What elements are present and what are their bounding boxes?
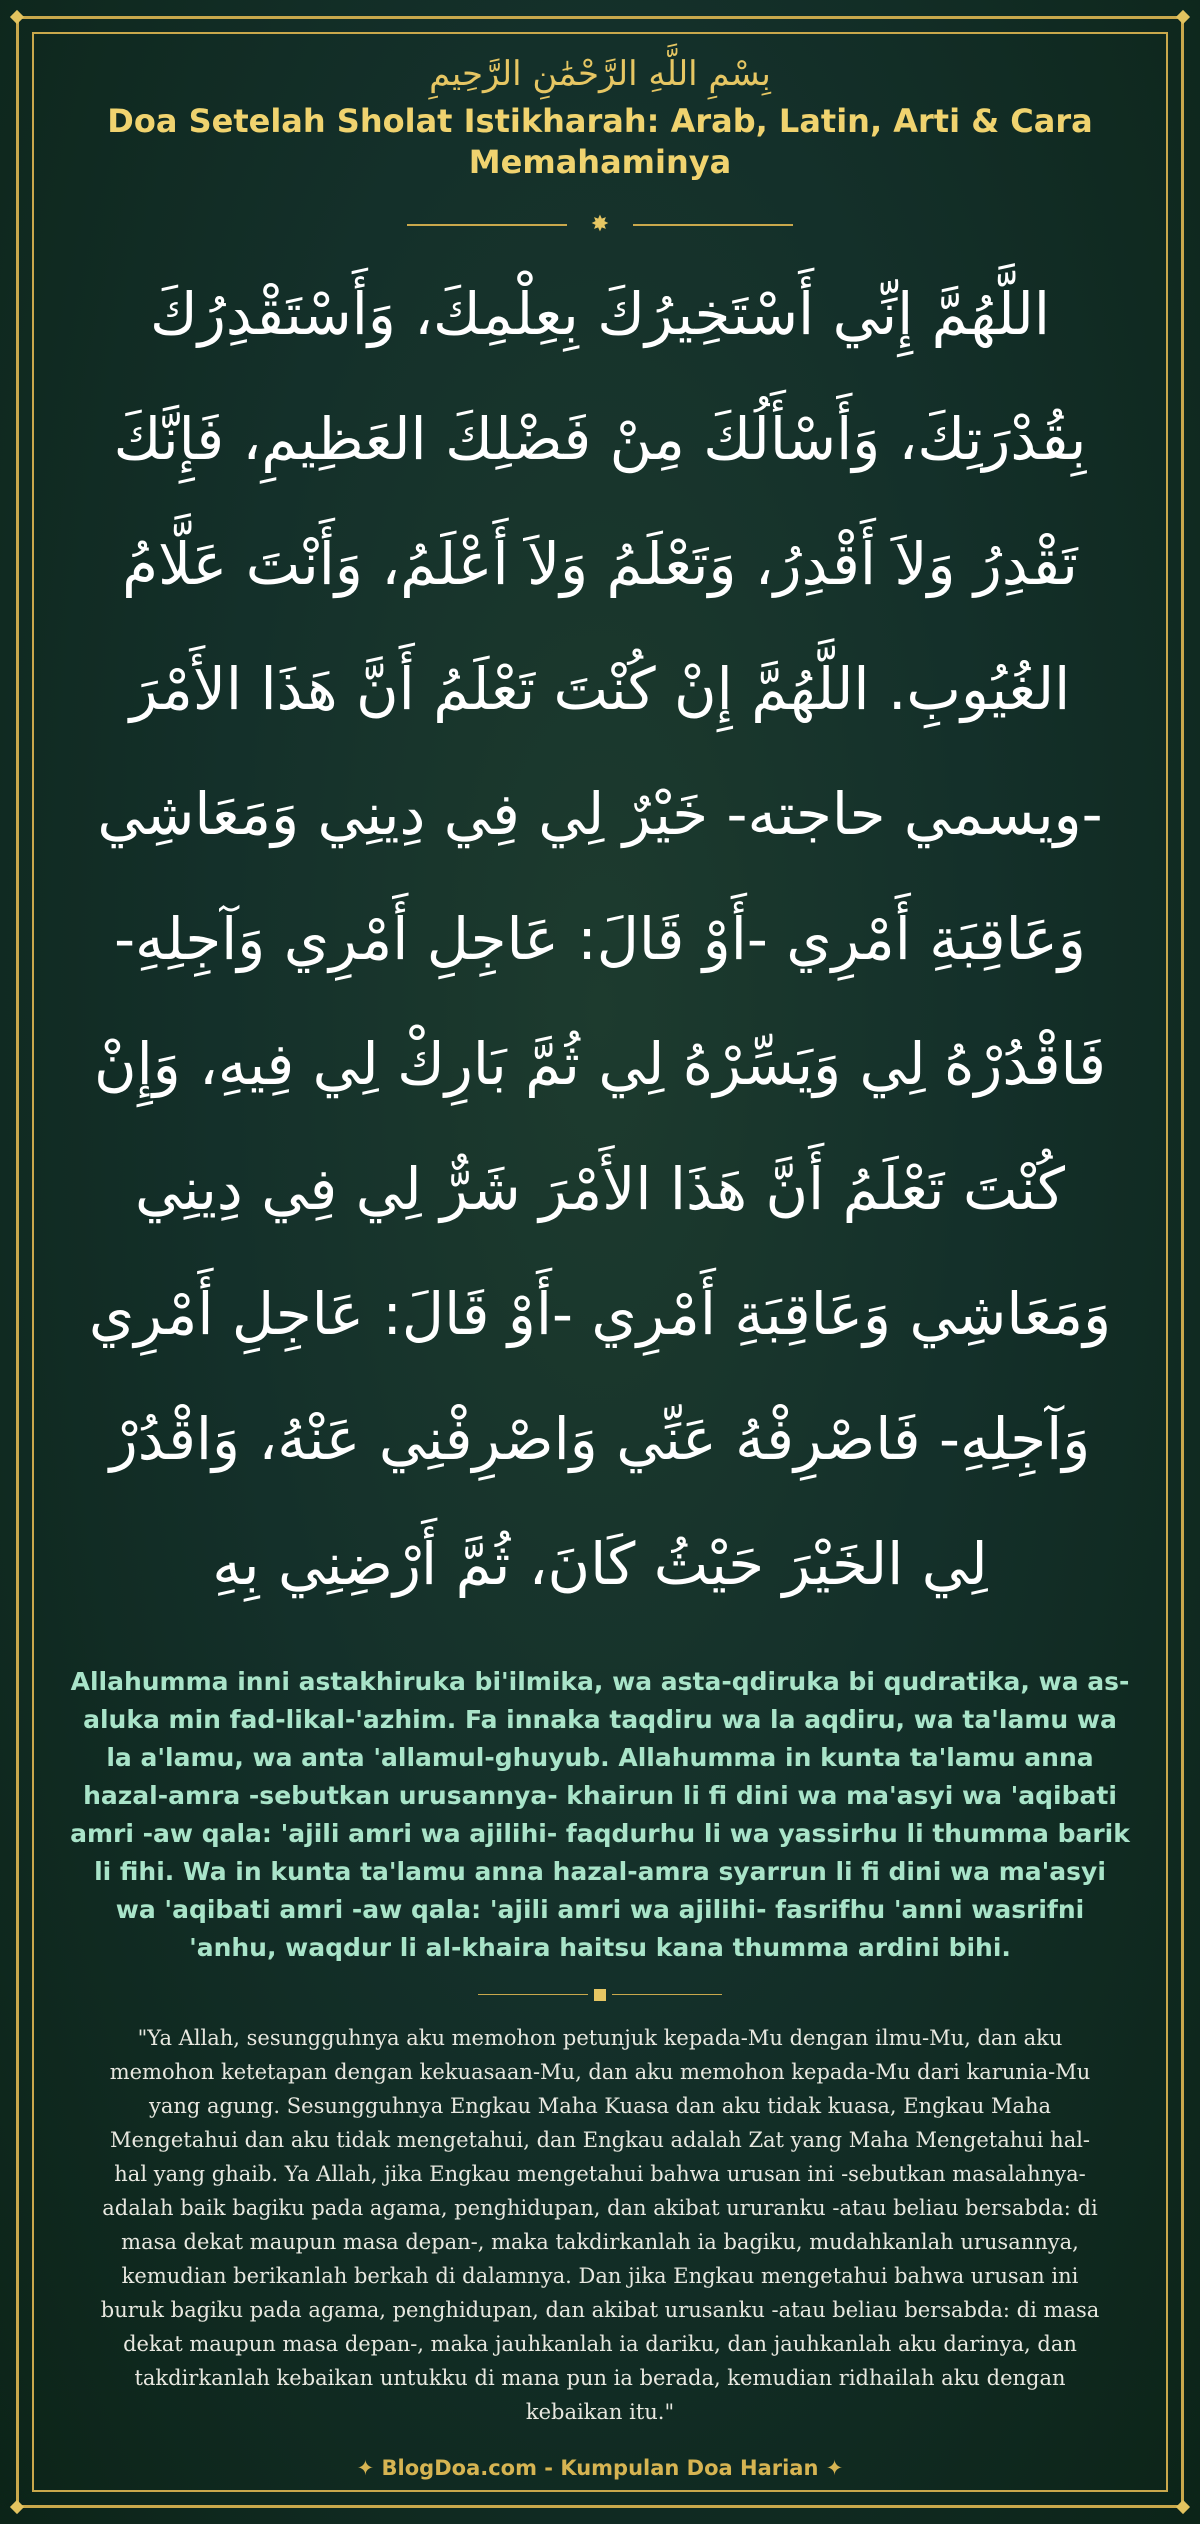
arabic-prayer-text: اللَّهُمَّ إِنِّي أَسْتَخِيرُكَ بِعِلْمِكَ، وَأَسْتَقْدِرُكَ بِقُدْرَتِكَ، وَأَسْأَلُكَ مِنْ فَضْلِكَ العَظِيمِ، فَإِنَّكَ تَقْدِرُ وَلاَ أَقْدِرُ، وَتَعْلَمُ وَلاَ أَعْلَمُ، وَأَنْتَ عَلَّامُ الغُيُوبِ. اللَّهُمَّ إِنْ كُنْتَ تَعْلَمُ أَنَّ هَذَا الأَمْرَ -ويسمي حاجته- خَيْرٌ لِي فِي دِينِي وَمَعَاشِي وَعَاقِبَةِ أَمْرِي -أَوْ قَالَ: عَاجِلِ أَمْرِي وَآجِلِهِ- فَاقْدُرْهُ لِي وَيَسِّرْهُ لِي ثُمَّ بَارِكْ لِي فِيهِ، وَإِنْ كُنْتَ تَعْلَمُ أَنَّ هَذَا الأَمْرَ شَرٌّ لِي فِي دِينِي وَمَعَاشِي وَعَاقِبَةِ أَمْرِي -أَوْ قَالَ: عَاجِلِ أَمْرِي وَآجِلِهِ- فَاصْرِفْهُ عَنِّي وَاصْرِفْنِي عَنْهُ، وَاقْدُرْ لِي الخَيْرَ حَيْثُ كَانَ، ثُمَّ أَرْضِنِي بِهِ	[88, 279, 1112, 1598]
divider-line	[407, 224, 567, 226]
site-footer: ✦ BlogDoa.com - Kumpulan Doa Harian ✦	[356, 2456, 844, 2480]
latin-transliteration: Allahumma inni astakhiruka bi'ilmika, wa asta-qdiruka bi qudratika, wa as-aluka min fad-likal-'azhim. Fa innaka taqdiru wa la aqdiru, wa ta'lamu wa la a'lamu, wa anta 'allamul-ghuyub. Allahumma in kunta ta'lamu anna hazal-amra -sebutkan urusannya- khairun li fi dini wa ma'asyi wa 'aqibati amri -aw qala: 'ajili amri wa ajilihi- faqdurhu li wa yassirhu li thumma barik li fihi. Wa in kunta ta'lamu anna hazal-amra syarrun li fi dini wa ma'asyi wa 'aqibati amri -aw qala: 'ajili amri wa ajilihi- fasrifhu 'anni wasrifni 'anhu, waqdur li al-khaira haitsu kana thumma ardini bihi.	[70, 1666, 1130, 1962]
divider-line	[633, 224, 793, 226]
divider-line	[478, 1994, 588, 1995]
star-ornament-icon: ✸	[590, 211, 610, 237]
divider-line	[612, 1994, 722, 1995]
page-title: Doa Setelah Sholat Istikharah: Arab, Latin, Arti & Cara Memahaminya	[107, 101, 1093, 182]
main-content	[60, 54, 1140, 2429]
diamond-ornament-icon	[594, 1989, 606, 2001]
indonesian-translation: "Ya Allah, sesungguhnya aku memohon petunjuk kepada-Mu dengan ilmu-Mu, dan aku memohon ketetapan dengan kekuasaan-Mu, dan aku memohon kepada-Mu dari karunia-Mu yang agung. Sesungguhnya Engkau Maha Kuasa dan aku tidak kuasa, Engkau Maha Mengetahui dan aku tidak mengetahui, dan Engkau adalah Zat yang Maha Mengetahui hal-hal yang ghaib. Ya Allah, jika Engkau mengetahui bahwa urusan ini -sebutkan masalahnya- adalah baik bagiku pada agama, penghidupan, dan akibat ururanku -atau beliau bersabda: di masa dekat maupun masa depan-, maka takdirkanlah ia bagiku, mudahkanlah urusannya, kemudian berikanlah berkah di dalamnya. Dan jika Engkau mengetahui bahwa urusan ini buruk bagiku pada agama, penghidupan, dan akibat urusanku -atau beliau bersabda: di masa dekat maupun masa depan-, maka jauhkanlah ia dariku, dan jauhkanlah aku darinya, dan takdirkanlah kebaikan untukku di mana pun ia berada, kemudian ridhailah aku dengan kebaikan itu."	[100, 2025, 1100, 2424]
title-divider	[60, 211, 1140, 237]
section-divider	[60, 1989, 1140, 2001]
basmala: بِسْمِ اللَّهِ الرَّحْمَٰنِ الرَّحِيمِ	[429, 54, 771, 94]
